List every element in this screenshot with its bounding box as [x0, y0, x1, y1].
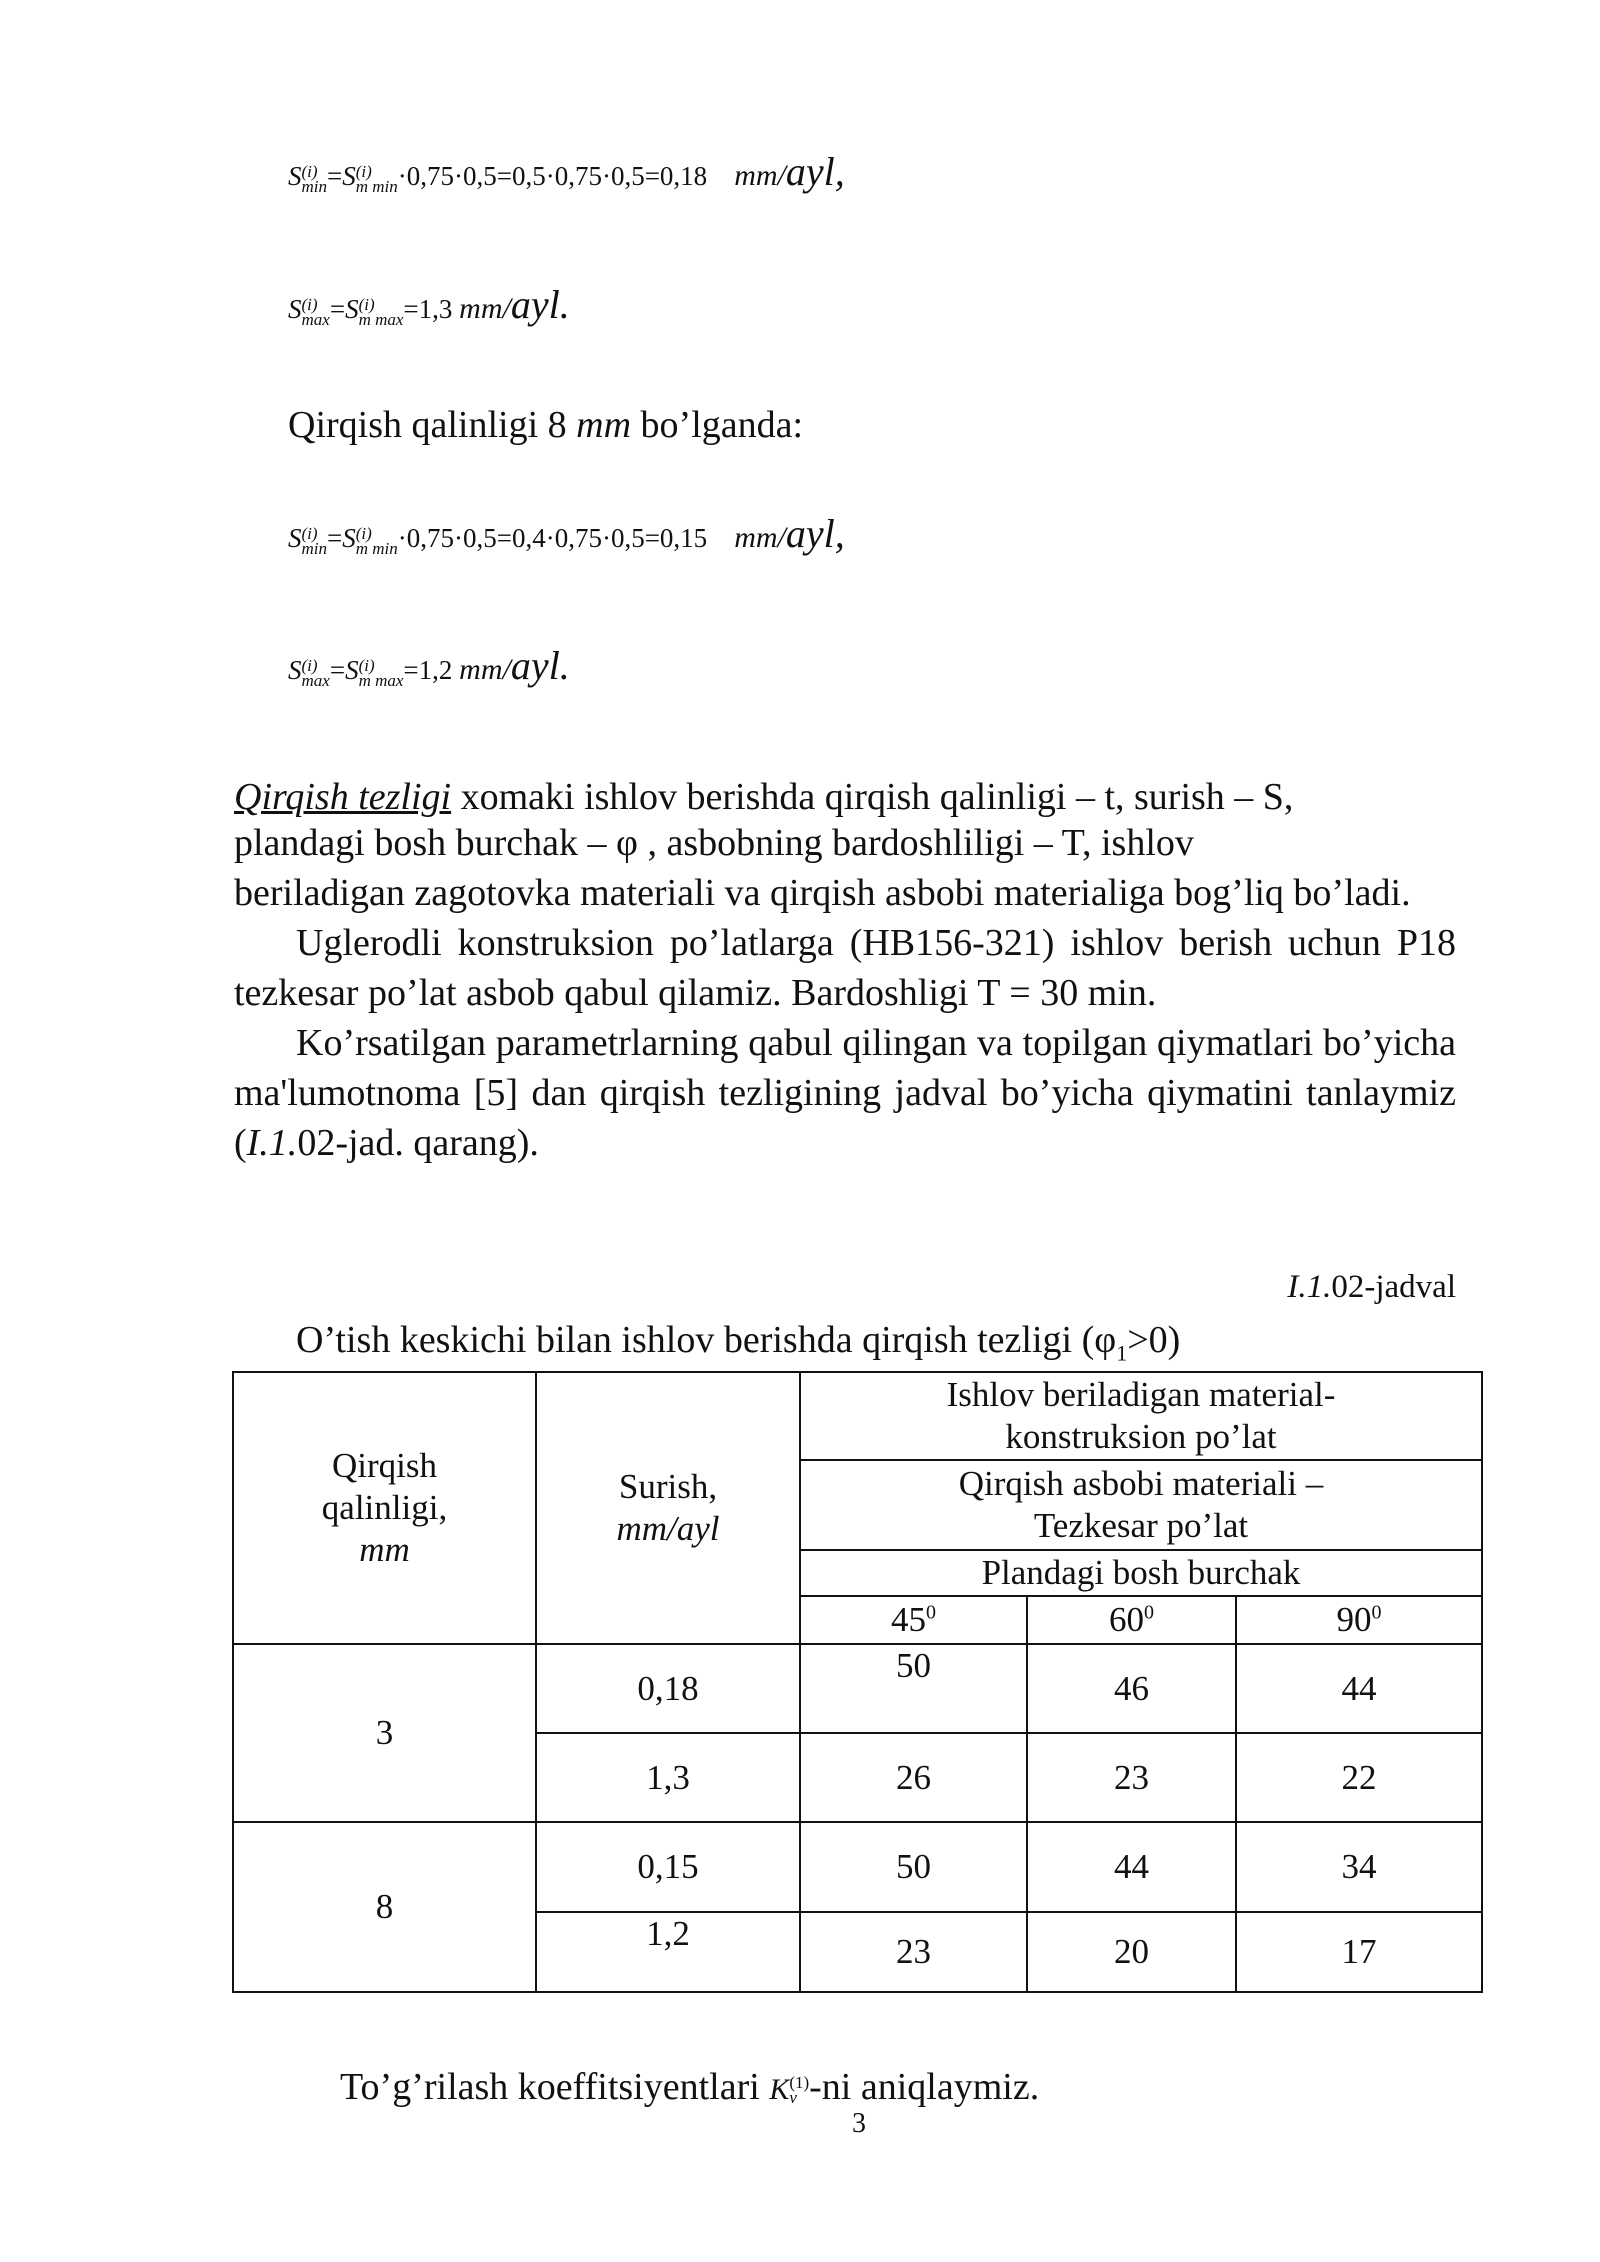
header-angle-45: $45^0$	[800, 1596, 1027, 1644]
feed-cell: 0,15	[536, 1822, 800, 1912]
feed-cell: 1,3	[536, 1733, 800, 1822]
speed-cell: 44	[1027, 1822, 1236, 1912]
speed-cell: 22	[1236, 1733, 1482, 1822]
speed-cell: 44	[1236, 1644, 1482, 1733]
header-angle: Plandagi bosh burchak	[800, 1550, 1482, 1596]
formula-s-min-8mm: S (i) min =S (i) m min ·0,75·0,5=0,4·0,75·0,5=0,15 mm/ayl,	[288, 511, 845, 558]
header-tool-material: Qirqish asbobi materiali – Tezkesar po’lat	[800, 1460, 1482, 1550]
speed-cell: 34	[1236, 1822, 1482, 1912]
para-cutting-speed-rest: beriladigan zagotovka materiali va qirqish asbobi materialiga bog’liq bo’ladi.	[234, 872, 1411, 914]
header-angle-90: $90^0$	[1236, 1596, 1482, 1644]
header-feed: Surish, mm/ayl	[536, 1372, 800, 1644]
speed-cell: 23	[1027, 1733, 1236, 1822]
feed-cell: 1,2	[536, 1912, 800, 1992]
speed-cell: 50	[800, 1822, 1027, 1912]
speed-cell: 46	[1027, 1644, 1236, 1733]
para-table-reference: Ko’rsatilgan parametrlarning qabul qilingan va topilgan qiymatlari bo’yicha ma'lumotnoma [5] dan qirqish tezligining jadval bo’yicha qiymatini tanlaymiz (I.1.02-jad. qarang).	[234, 1022, 1456, 1164]
formula-s-min-3mm: S (i) min =S (i) m min ·0,75·0,5=0,5·0,75·0,5=0,18 mm/ayl,	[288, 149, 845, 196]
para-tool-choice: Uglerodli konstruksion po’latlarga (HB156-321) ishlov berish uchun P18 tezkesar po’lat asbob qabul qilamiz. Bardoshligi T = 30 min.	[234, 922, 1456, 1014]
speed-cell: 23	[800, 1912, 1027, 1992]
depth-cell: 8	[233, 1822, 536, 1992]
formula-s-max-3mm: S (i) max =S (i) m max =1,3 mm/ayl.	[288, 282, 570, 329]
heading-8mm: Qirqish qalinligi 8 mm bo’lganda:	[288, 404, 804, 446]
final-line: To’g’rilash koeffitsiyentlari K (1) v -ni aniqlaymiz.	[340, 2066, 1040, 2108]
body-text	[234, 772, 1456, 1168]
depth-cell: 3	[233, 1644, 536, 1822]
feed-cell: 0,18	[536, 1644, 800, 1733]
formula-s-max-8mm: S (i) max =S (i) m max =1,2 mm/ayl.	[288, 643, 570, 690]
page-number: 3	[852, 2108, 866, 2139]
header-angle-60: $60^0$	[1027, 1596, 1236, 1644]
header-depth: Qirqish qalinligi, mm	[233, 1372, 536, 1644]
speed-cell: 17	[1236, 1912, 1482, 1992]
speed-cell: 20	[1027, 1912, 1236, 1992]
table-label: I.1.02-jadval	[1287, 1269, 1456, 1305]
header-material: Ishlov beriladigan material- konstruksion po’lat	[800, 1372, 1482, 1460]
table-row	[233, 1822, 1482, 1912]
table-row	[233, 1644, 1482, 1733]
speed-cell: 26	[800, 1733, 1027, 1822]
speed-cell: 50	[800, 1644, 1027, 1733]
table-title: O’tish keskichi bilan ishlov berishda qirqish tezligi $(\varphi_1>0)$	[296, 1319, 1181, 1366]
para-cutting-speed-line1: Qirqish tezligi xomaki ishlov berishda qirqish qalinligi – t, surish – S,	[234, 776, 1294, 818]
para-cutting-speed-line2: plandagi bosh burchak – φ , asbobning bardoshliligi – T, ishlov	[234, 822, 1194, 864]
cutting-speed-table	[232, 1371, 1483, 1993]
